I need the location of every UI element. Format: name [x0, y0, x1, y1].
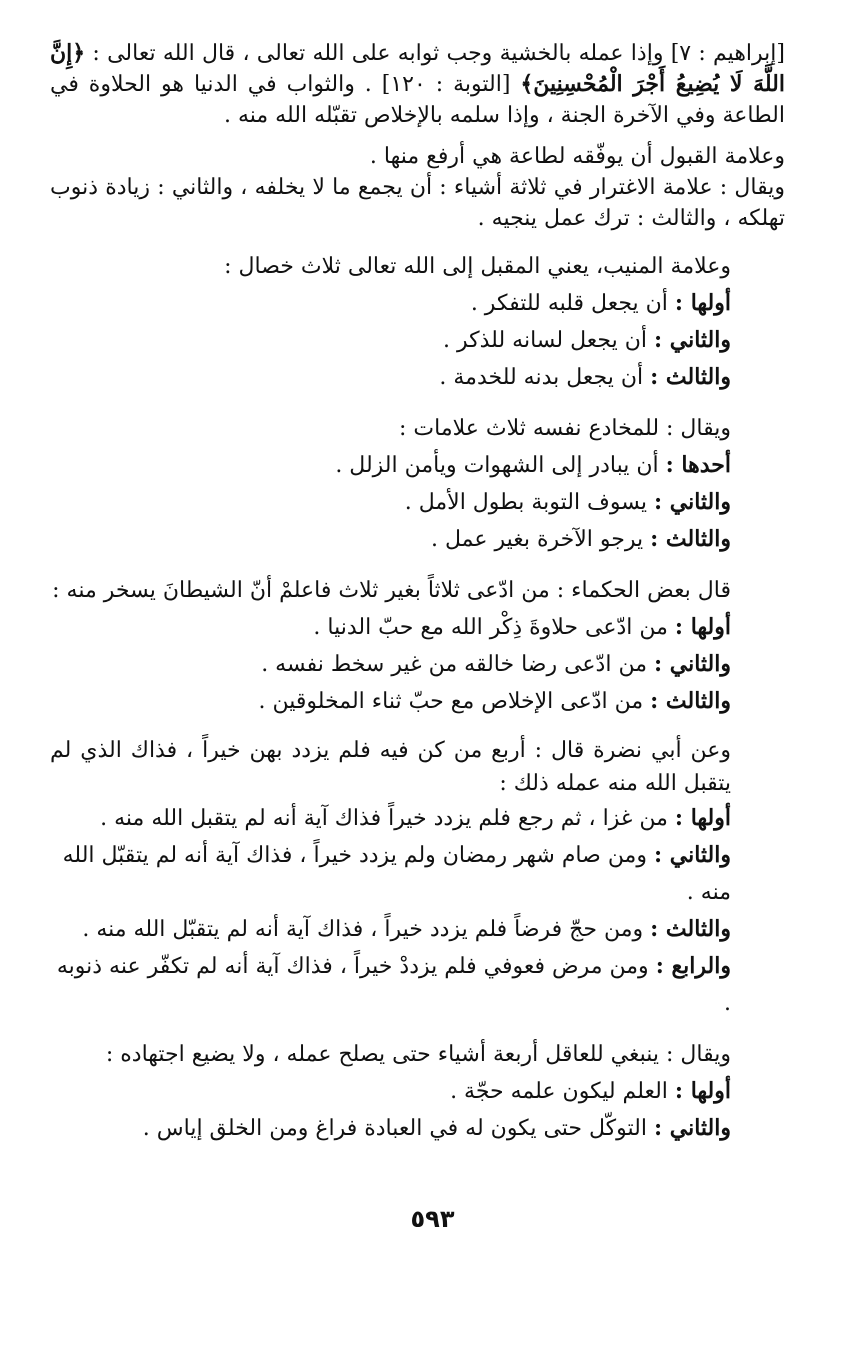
list-item: [50, 837, 731, 911]
section-heading: وعن أبي نضرة قال : أربع من كن فيه فلم يزدد بهن خيراً ، فذاك الذي لم يتقبل الله منه عمله ذلك :: [50, 738, 731, 796]
intro-paragraph-1: [50, 38, 785, 131]
section-heading: ويقال : ينبغي للعاقل أربعة أشياء حتى يصلح عمله ، ولا يضيع اجتهاده :: [105, 1042, 731, 1067]
item-text: أن يجعل بدنه للخدمة .: [439, 365, 651, 390]
section-heading: قال بعض الحكماء : من ادّعى ثلاثاً بغير ثلاث فاعلمْ أنّ الشيطانَ يسخر منه :: [52, 578, 731, 603]
item-lead: أولها :: [674, 805, 731, 831]
intro-text-before: [إبراهيم : ٧] وإذا عمله بالخشية وجب ثوابه على الله تعالى ، قال الله تعالى :: [85, 41, 785, 66]
item-text: أن يبادر إلى الشهوات ويأمن الزلل .: [335, 453, 666, 478]
item-text: من ادّعى حلاوةَ ذِكْر الله مع حبّ الدنيا .: [313, 615, 675, 640]
page-body: [50, 38, 785, 1147]
item-text: أن يجعل لسانه للذكر .: [443, 328, 654, 353]
list-item: [50, 948, 731, 1022]
item-lead: والثالث :: [650, 688, 731, 714]
item-text: من غزا ، ثم رجع فلم يزدد خيراً فذاك آية أنه لم يتقبل الله منه .: [100, 806, 675, 831]
item-lead: أولها :: [674, 614, 731, 640]
page-number: ٥٩٣: [410, 1205, 455, 1233]
list-item: [50, 447, 731, 484]
item-lead: والرابع :: [655, 953, 731, 979]
item-lead: والثاني :: [653, 651, 731, 677]
section-heading: وعلامة المنيب، يعني المقبل إلى الله تعالى ثلاث خصال :: [224, 254, 731, 279]
item-text: العلم ليكون علمه حجّة .: [450, 1079, 675, 1104]
item-text: من ادّعى الإخلاص مع حبّ ثناء المخلوقين .: [258, 689, 651, 714]
item-lead: والثالث :: [650, 526, 731, 552]
section-aqil: [50, 1036, 785, 1147]
section-mukhadi: [50, 410, 785, 558]
list-item: [50, 683, 731, 720]
intro-paragraph-2: وعلامة القبول أن يوفّقه لطاعة هي أرفع منها .: [369, 144, 785, 169]
list-item: [50, 609, 731, 646]
list-item: [50, 322, 731, 359]
list-item: [50, 646, 731, 683]
item-lead: والثالث :: [650, 916, 731, 942]
list-item: [50, 484, 731, 521]
section-abu-nadra: [50, 734, 785, 1022]
quran-quote: ﴿إِنَّ اللَّهَ لَا يُضِيعُ أَجْرَ الْمُحْسِنِينَ﴾: [50, 40, 785, 97]
section-heading: ويقال : للمخادع نفسه ثلاث علامات :: [399, 416, 731, 441]
section-items: [50, 800, 785, 1022]
item-text: أن يجعل قلبه للتفكر .: [470, 291, 675, 316]
item-text: ومن صام شهر رمضان ولم يزدد خيراً ، فذاك آية أنه لم يتقبّل الله منه .: [62, 843, 731, 905]
item-lead: أولها :: [674, 1078, 731, 1104]
section-hukama: [50, 572, 785, 720]
intro-text-after: [التوبة : ١٢٠] . والثواب في الدنيا هو الحلاوة في الطاعة وفي الآخرة الجنة ، وإذا سلمه بالإخلاص تقبّله الله منه .: [50, 72, 785, 128]
list-item: [50, 800, 731, 837]
list-item: [50, 521, 731, 558]
item-text: يرجو الآخرة بغير عمل .: [430, 527, 651, 552]
section-munib: [50, 248, 785, 396]
item-text: التوكّل حتى يكون له في العبادة فراغ ومن الخلق إياس .: [142, 1116, 654, 1141]
item-lead: أولها :: [674, 290, 731, 316]
item-text: من ادّعى رضا خالقه من غير سخط نفسه .: [261, 652, 654, 677]
list-item: [50, 911, 731, 948]
list-item: [50, 1073, 731, 1110]
item-lead: والثاني :: [653, 327, 731, 353]
item-lead: والثاني :: [653, 489, 731, 515]
item-lead: والثالث :: [650, 364, 731, 390]
item-text: يسوف التوبة بطول الأمل .: [404, 490, 654, 515]
list-item: [50, 1110, 731, 1147]
list-item: [50, 359, 731, 396]
item-text: ومن مرض فعوفي فلم يزددْ خيراً ، فذاك آية أنه لم تكفّر عنه ذنوبه .: [56, 954, 731, 1016]
intro-paragraph-3: ويقال : علامة الاغترار في ثلاثة أشياء : أن يجمع ما لا يخلفه ، والثاني : زيادة ذنوب تهلكه ، والثالث : ترك عمل ينجيه .: [50, 175, 785, 231]
item-text: ومن حجّ فرضاً فلم يزدد خيراً ، فذاك آية أنه لم يتقبّل الله منه .: [82, 917, 651, 942]
item-lead: والثاني :: [653, 1115, 731, 1141]
item-lead: أحدها :: [665, 452, 731, 478]
list-item: [50, 285, 731, 322]
item-lead: والثاني :: [653, 842, 731, 868]
